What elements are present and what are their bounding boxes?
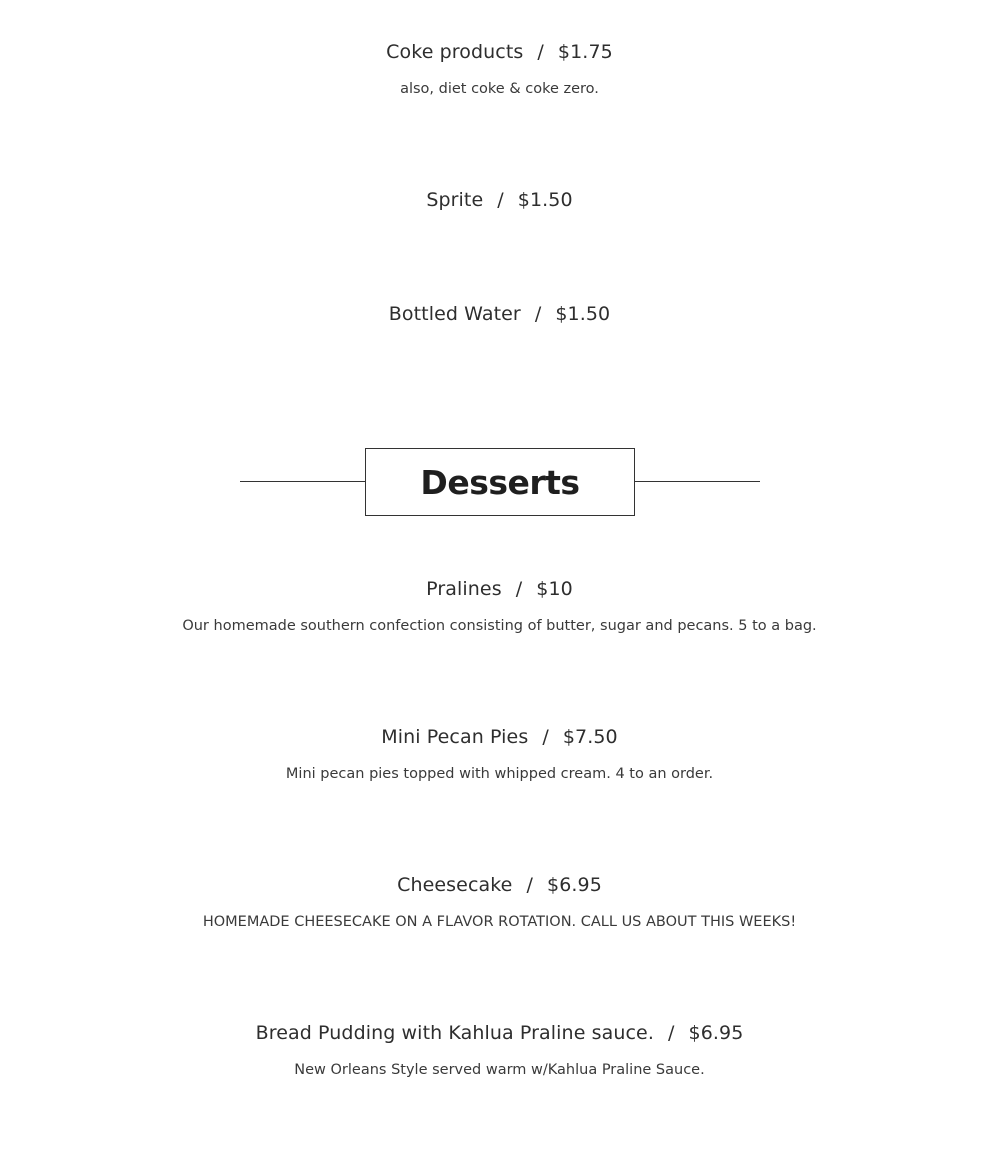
item-name: Bottled Water	[388, 303, 521, 325]
divider-line-right	[635, 481, 760, 482]
item-name: Mini Pecan Pies	[381, 726, 529, 748]
item-description: Mini pecan pies topped with whipped cream. 4 to an order.	[285, 766, 714, 782]
price-separator: /	[534, 303, 542, 325]
item-price: $1.50	[517, 189, 573, 211]
item-price: $1.75	[557, 41, 613, 63]
item-price: $6.95	[547, 874, 602, 896]
price-separator: /	[537, 41, 544, 63]
item-price: $7.50	[562, 726, 618, 748]
item-price: $10	[536, 578, 573, 600]
item-description: Our homemade southern confection consisting of butter, sugar and pecans. 5 to a bag.	[182, 618, 817, 634]
item-name: Coke products	[386, 41, 524, 63]
menu-item-title	[0, 578, 999, 600]
desserts-section-header	[240, 448, 760, 516]
divider-line-left	[240, 481, 365, 482]
item-name: Cheesecake	[397, 874, 513, 896]
menu-item-title	[0, 41, 999, 63]
price-separator: /	[542, 726, 549, 748]
item-description: HOMEMADE CHEESECAKE ON A FLAVOR ROTATION. CALL US ABOUT THIS WEEKS!	[202, 914, 797, 930]
price-separator: /	[497, 189, 504, 211]
section-title-box	[365, 448, 635, 516]
price-separator: /	[667, 1022, 675, 1044]
menu-item-title	[0, 303, 999, 325]
price-separator: /	[515, 578, 523, 600]
price-separator: /	[526, 874, 533, 896]
item-name: Bread Pudding with Kahlua Praline sauce.	[255, 1022, 654, 1044]
item-name: Pralines	[426, 578, 502, 600]
menu-item-title	[0, 189, 999, 211]
menu-item-title	[0, 1022, 999, 1044]
menu-item-title	[0, 874, 999, 896]
section-title: Desserts	[420, 462, 580, 502]
item-price: $6.95	[688, 1022, 744, 1044]
item-description: New Orleans Style served warm w/Kahlua Praline Sauce.	[294, 1062, 705, 1078]
menu-item-title	[0, 726, 999, 748]
item-name: Sprite	[426, 189, 484, 211]
item-price: $1.50	[555, 303, 611, 325]
item-description: also, diet coke & coke zero.	[400, 81, 599, 97]
